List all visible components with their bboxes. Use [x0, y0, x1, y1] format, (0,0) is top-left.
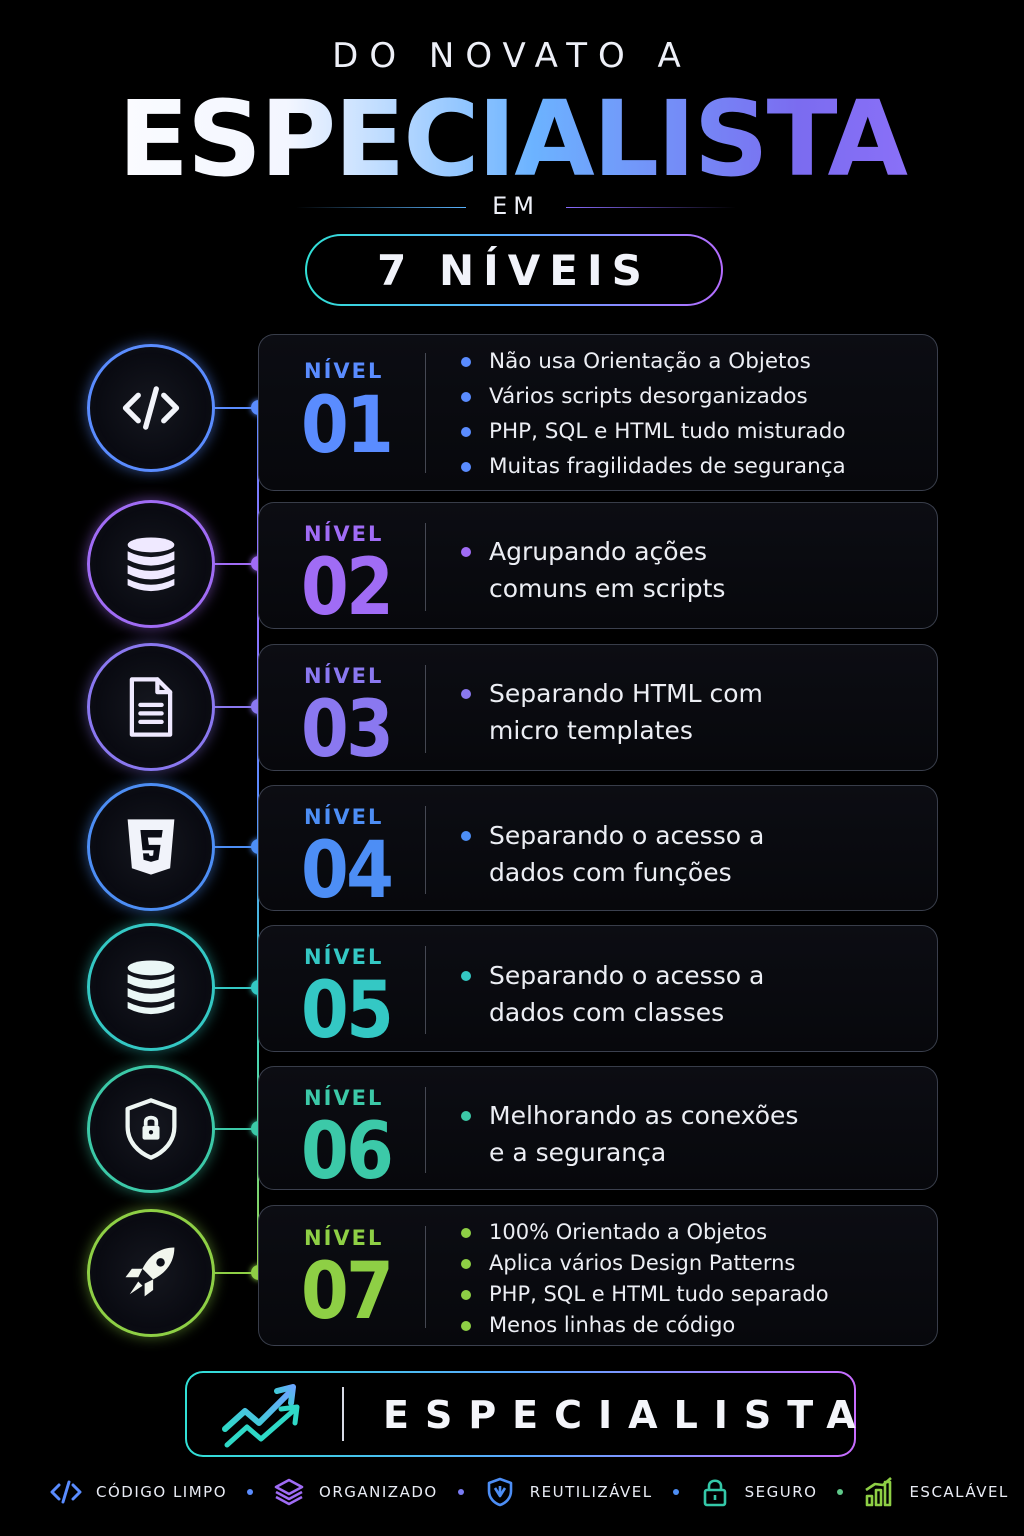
level-3-card [258, 644, 938, 775]
feature-badges [50, 1474, 1009, 1510]
badge-separator [458, 1489, 464, 1495]
level-7-circle [87, 1209, 215, 1337]
main-title: ESPECIALISTA [0, 78, 1024, 200]
badge-label: SEGURO [744, 1483, 818, 1501]
footer-label: ESPECIALISTA [383, 1393, 872, 1437]
level-2-label: NÍVEL [304, 522, 384, 546]
level-7-list [459, 1217, 829, 1341]
level-2-list [459, 533, 725, 607]
level-5-divider [425, 946, 426, 1034]
level-6-card [258, 1066, 938, 1197]
level-4-list [459, 817, 764, 891]
list-item: Aplica vários Design Patterns [459, 1248, 829, 1279]
level-3-divider [425, 665, 426, 753]
level-3-list [459, 675, 763, 749]
level-7-label: NÍVEL [304, 1226, 384, 1250]
badge-organized [273, 1476, 438, 1508]
level-1-list [459, 344, 846, 484]
database-icon [117, 953, 185, 1021]
badge-reusable [484, 1476, 653, 1508]
level-1-number: 01 [301, 381, 392, 471]
badge-label: CÓDIGO LIMPO [96, 1483, 228, 1501]
level-6-circle [87, 1065, 215, 1193]
level-5-circle [87, 923, 215, 1051]
list-item: Agrupando ações comuns em scripts [459, 533, 725, 607]
level-7-number: 07 [301, 1247, 392, 1337]
database-icon [117, 530, 185, 598]
levels-pill [305, 234, 723, 306]
em-line-right [566, 207, 736, 208]
level-7-card [258, 1205, 938, 1346]
levels-pill-label: 7 NÍVEIS [307, 236, 721, 304]
level-3-number: 03 [301, 685, 392, 775]
level-5-label: NÍVEL [304, 945, 384, 969]
badge-separator [247, 1489, 253, 1495]
html5-icon [117, 813, 185, 881]
list-item: Separando o acesso a dados com classes [459, 957, 764, 1031]
list-item: PHP, SQL e HTML tudo separado [459, 1279, 829, 1310]
level-1-circle [87, 344, 215, 472]
level-4-label: NÍVEL [304, 805, 384, 829]
level-4-divider [425, 806, 426, 894]
list-item: Muitas fragilidades de segurança [459, 449, 846, 484]
level-5-number: 05 [301, 966, 392, 1056]
level-1-divider [425, 353, 426, 473]
level-6-number: 06 [301, 1107, 392, 1197]
shield-icon [484, 1476, 516, 1508]
level-5-card [258, 925, 938, 1056]
footer-banner [185, 1371, 872, 1457]
level-4-number: 04 [301, 826, 392, 916]
badge-label: REUTILIZÁVEL [529, 1483, 653, 1501]
code-icon [117, 374, 185, 442]
level-2-card [258, 502, 938, 633]
badge-secure [699, 1476, 818, 1508]
level-2-number: 02 [301, 543, 392, 633]
level-4-card [258, 785, 938, 916]
growth-chart-icon [219, 1379, 305, 1449]
shield-lock-icon [117, 1095, 185, 1163]
level-2-divider [425, 523, 426, 611]
level-4-circle [87, 783, 215, 911]
level-6-label: NÍVEL [304, 1086, 384, 1110]
level-3-circle [87, 643, 215, 771]
level-6-list [459, 1097, 798, 1171]
badge-separator [673, 1489, 679, 1495]
badge-label: ORGANIZADO [319, 1483, 438, 1501]
document-icon [117, 673, 185, 741]
badge-separator [837, 1489, 843, 1495]
code-icon [50, 1476, 82, 1508]
list-item: Melhorando as conexões e a segurança [459, 1097, 798, 1171]
level-1-card [258, 334, 938, 491]
lock-icon [699, 1476, 731, 1508]
rocket-icon [117, 1239, 185, 1307]
list-item: Separando HTML com micro templates [459, 675, 763, 749]
badge-label: ESCALÁVEL [909, 1483, 1009, 1501]
list-item: PHP, SQL e HTML tudo misturado [459, 414, 846, 449]
list-item: Separando o acesso a dados com funções [459, 817, 764, 891]
level-3-label: NÍVEL [304, 664, 384, 688]
level-5-list [459, 957, 764, 1031]
pre-title: DO NOVATO A [332, 36, 692, 76]
em-text: EM [492, 192, 540, 220]
level-2-circle [87, 500, 215, 628]
level-6-divider [425, 1087, 426, 1173]
footer-separator [342, 1387, 344, 1441]
layers-icon [273, 1476, 305, 1508]
badge-scalable [863, 1476, 1008, 1508]
em-row [296, 192, 736, 222]
list-item: Não usa Orientação a Objetos [459, 344, 846, 379]
level-7-divider [425, 1226, 426, 1328]
list-item: 100% Orientado a Objetos [459, 1217, 829, 1248]
list-item: Menos linhas de código [459, 1310, 829, 1341]
list-item: Vários scripts desorganizados [459, 379, 846, 414]
level-1-label: NÍVEL [304, 359, 384, 383]
bar-chart-icon [863, 1476, 895, 1508]
badge-clean-code [50, 1476, 227, 1508]
